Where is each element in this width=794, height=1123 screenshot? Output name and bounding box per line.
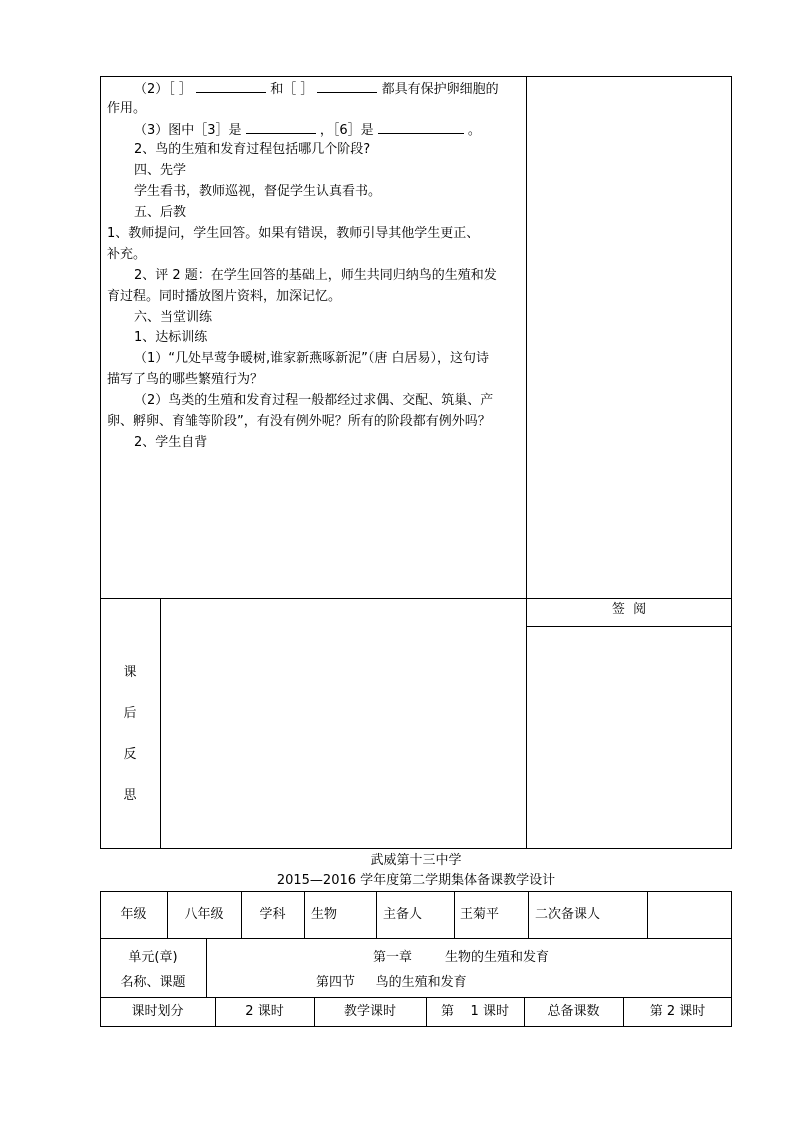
- chapter-title: 第一章 生物的生殖和发育: [373, 950, 550, 965]
- lesson-table-row-divider: [100, 598, 732, 599]
- subject-label: 学科: [259, 907, 286, 922]
- document-title: 2015—2016 学年度第二学期集体备课教学设计: [276, 873, 556, 888]
- total-preparation-label: 总备课数: [547, 1004, 600, 1019]
- reflection-char: 思: [123, 788, 137, 803]
- period-division-value: 2 课时: [245, 1004, 284, 1019]
- answer-blank: [317, 80, 377, 93]
- lesson-table-divider: [526, 76, 527, 849]
- sign-divider: [526, 626, 732, 627]
- answer-blank: [196, 80, 266, 93]
- content-line-6: 学生看书，教师巡视，督促学生认真看书。: [134, 184, 382, 199]
- school-name: 武威第十三中学: [370, 853, 462, 868]
- preparer-value: 王菊平: [460, 907, 500, 922]
- grade-value: 八年级: [184, 907, 224, 922]
- content-line-16: （2）鸟类的生殖和发育过程一般都经过求偶、交配、筑巢、产: [134, 393, 494, 408]
- info-col-divider: [528, 891, 529, 938]
- info-row-divider: [100, 938, 732, 939]
- content-line-4: 2、鸟的生殖和发育过程包括哪几个阶段?: [134, 142, 371, 157]
- info-col-divider: [304, 891, 305, 938]
- period-division-label: 课时划分: [131, 1004, 184, 1019]
- info-col-divider: [647, 891, 648, 938]
- content-line-13: 1、达标训练: [134, 330, 208, 345]
- reflection-char: 反: [123, 747, 137, 762]
- teaching-period-value: 第 1 课时: [441, 1004, 509, 1019]
- unit-label-2: 名称、课题: [120, 975, 186, 990]
- content-line-3: （3）图中［3］是 ，［6］是 。: [134, 123, 481, 138]
- teaching-period-label: 教学课时: [343, 1004, 396, 1019]
- content-line-12: 六、当堂训练: [134, 310, 213, 325]
- content-line-9: 补充。: [107, 247, 147, 262]
- unit-col-divider: [206, 938, 207, 997]
- secondary-preparer-label: 二次备课人: [535, 907, 601, 922]
- info-col-divider: [454, 891, 455, 938]
- content-line-18: 2、学生自背: [134, 435, 208, 450]
- content-line-14: （1）“几处早莺争暖树,谁家新燕啄新泥”（唐 白居易），这句诗: [134, 351, 490, 366]
- subject-value: 生物: [311, 907, 338, 922]
- content-line-15: 描写了鸟的哪些繁殖行为？: [107, 372, 264, 387]
- info-col-divider: [376, 891, 377, 938]
- content-line-5: 四、先学: [134, 163, 187, 178]
- info-row-divider: [100, 997, 732, 998]
- reflection-label-divider: [160, 598, 161, 849]
- reflection-char: 课: [123, 665, 137, 680]
- content-line-8: 1、教师提问，学生回答。如果有错误，教师引导其他学生更正、: [107, 226, 480, 241]
- sign-label: 签 阅: [611, 602, 647, 617]
- content-line-1: （2）［ ］ 和［ ］ 都具有保护卵细胞的: [134, 82, 499, 97]
- content-line-10: 2、评 2 题：在学生回答的基础上，师生共同归纳鸟的生殖和发: [134, 268, 497, 283]
- grade-label: 年级: [120, 907, 147, 922]
- total-preparation-value: 第 2 课时: [649, 1004, 706, 1019]
- section-title: 第四节 鸟的生殖和发育: [316, 975, 467, 990]
- content-line-7: 五、后教: [134, 205, 187, 220]
- unit-label-1: 单元(章): [128, 950, 178, 965]
- reflection-char: 后: [123, 706, 137, 721]
- answer-blank: [378, 121, 464, 134]
- preparer-label: 主备人: [383, 907, 423, 922]
- answer-blank: [246, 121, 316, 134]
- content-line-2: 作用。: [107, 101, 147, 116]
- content-line-11: 育过程。同时播放图片资料，加深记忆。: [107, 289, 342, 304]
- content-line-17: 卵、孵卵、育雏等阶段”，有没有例外呢？所有的阶段都有例外吗？: [107, 414, 491, 429]
